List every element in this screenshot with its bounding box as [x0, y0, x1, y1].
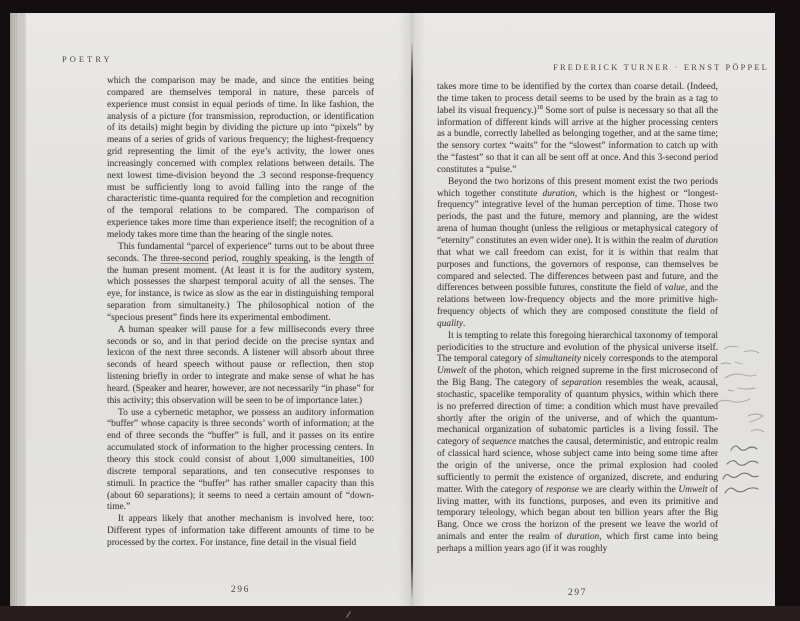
- page-number-left: 296: [230, 584, 251, 595]
- body-paragraph: It is tempting to relate this foregoing hierarchical taxonomy of temporal periodicities to the structure and evolution of the physical universe itself. The temporal category of simultaneity nicely corresponds to the atemporal Umwelt of the photon, which reigned supreme in the first microsecond of the Big Bang. The category of separation resembles the weak, acausal, stochastic, spacelike temporality of quantum physics, within which there is no preferred direction of time: a condition which must have prevailed shortly after the origin of the universe, and of which the quantum-mechanical organization of subatomic particles is a living fossil. The category of sequence matches the causal, deterministic, and entropic realm of classical hard science, whose subject came into being some time after the origin of the universe, once the primal explosion had cooled sufficiently to permit the existence of organized, discrete, and enduring matter. With the category of response we are clearly within the Umwelt of living matter, with its functions, purposes, and even its primitive and temporary teleology, which began about ten billion years after the Big Bang. Once we cross the horizon of the present we leave the world of animals and enter the realm of duration, which first came into being perhaps a million years ago (if it was roughly: [437, 330, 718, 554]
- body-paragraph: To use a cybernetic metaphor, we possess an auditory information “buffer” whose capacity is three seconds’ worth of information; at the end of three seconds the “buffer” is full, and it passes on its entire accumulated stock of information to the higher processing centers. In theory this stock could consist of about 1,000 simultaneities, 100 discrete temporal separations, and ten consecutive responses to stimuli. In practice the “buffer” has rather smaller capacity than this (about 60 separations); it seems to need a certain amount of “down-time.”: [107, 407, 374, 513]
- right-page: [412, 13, 775, 607]
- body-paragraph: takes more time to be identified by the cortex than coarse detail. (Indeed, the time taken to process detail seems to be used by the brain as a tag to label its visual frequency.)$^{18}$ Some sort of pulse is necessary so that all the information of different kinds will arrive at the higher processing centers as a bundle, correctly labelled as belonging together, and at the same time; the sensory cortex “waits” for the “slowest” information to catch up with the “fastest” so that it can all be sent off at once. And this 3-second period constitutes a “pulse.”: [437, 82, 718, 175]
- page-number-right: 297: [567, 587, 588, 598]
- open-book: [10, 13, 775, 607]
- body-paragraph: This fundamental “parcel of experience” turns out to be about three seconds. The three-second period, roughly speaking, is the length of the human present moment. (At least it is for the auditory system, which possesses the sharpest temporal acuity of all the senses. The eye, for instance, is twice as slow as the ear in distinguishing temporal separation from simultaneity.) The philosophical notion of the “specious present” finds here its experimental embodiment.: [107, 241, 374, 323]
- running-header-left: POETRY: [62, 55, 113, 64]
- left-page: [10, 13, 412, 607]
- running-header-right: FREDERICK TURNER · ERNST PÖPPEL: [553, 63, 769, 72]
- right-page-text-column: [437, 82, 718, 556]
- scanner-background-bottom: [0, 606, 800, 621]
- body-paragraph: A human speaker will pause for a few milliseconds every three seconds or so, and in that period decide on the precise syntax and lexicon of the next three seconds. A listener will absorb about three seconds of heard speech without pause or reflection, then stop listening briefly in order to integrate and make sense of what he has heard. (Speaker and hearer, however, are not necessarily “in phase” for this activity; this observation will be seen to be of importance later.): [107, 324, 374, 406]
- handwritten-marginalia: [712, 330, 774, 515]
- body-paragraph: which the comparison may be made, and since the entities being compared are themselves temporal in nature, these parcels of experience must consist in equal periods of time. In like fashion, the analysis of a picture (for transmission, reproduction, or identification of its details) might begin by dividing the picture up into “pixels” by means of a series of grids of various frequency; the highest-frequency grid representing the limit of the eye’s activity, the lower ones increasingly concerned with complex relations between details. The next lowest time-division beyond the .3 second response-frequency must be sufficiently long to avoid falling into the range of the characteristic time-quanta required for the completion and recognition of the temporal relations to be compared. The comparison of experience takes more time than experience itself; the recognition of a melody takes more time than the hearing of the single notes.: [107, 76, 374, 240]
- body-paragraph: It appears likely that another mechanism is involved here, too: Different types of information take different amounts of time to be processed by the cortex. For instance, fine detail in the visual field: [107, 514, 374, 548]
- scratch-mark: [346, 611, 351, 617]
- left-page-text-column: [107, 76, 374, 550]
- body-paragraph: Beyond the two horizons of this present moment exist the two periods which together constitute duration, which is the highest or “longest-frequency” integrative level of the human perception of time. Those two periods, the past and the future, memory and planning, are the widest arena of human thought (unless the religious or metaphysical category of “eternity” constitutes an even wider one). It is within the realm of duration that what we call freedom can exist, for it is within that realm that purposes and functions, the governors of response, can themselves be compared and selected. The differences between past and future, and the differences between possible futures, constitute the field of value, and the relations between low-frequency objects and the more primitive high-frequency objects of which they are composed constitute the field of quality.: [437, 176, 718, 329]
